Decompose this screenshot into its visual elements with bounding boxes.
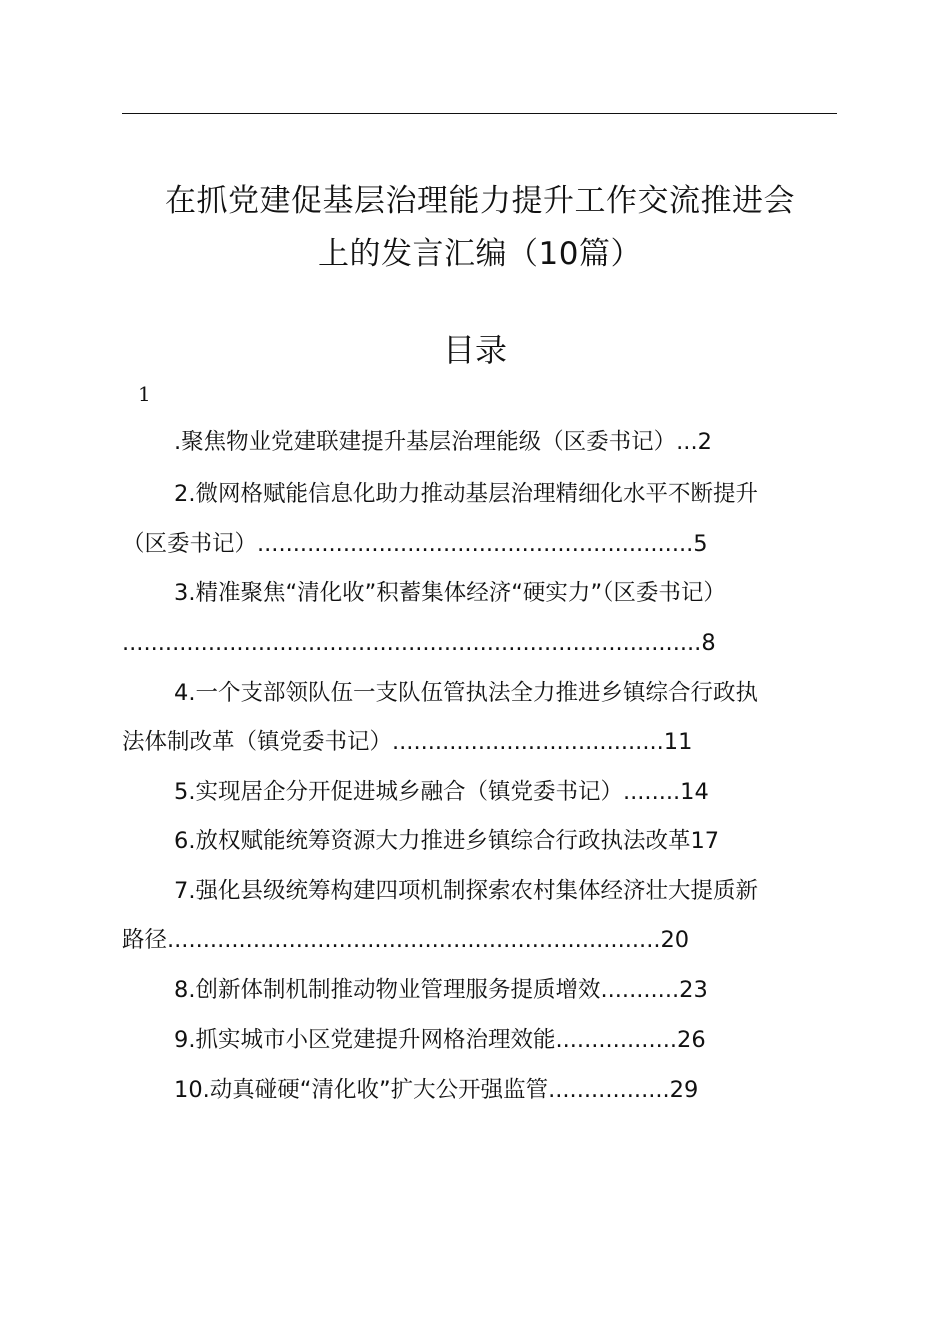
toc-entry-6[interactable]: 6.放权赋能统筹资源大力推进乡镇综合行政执法改革17 <box>174 828 720 854</box>
toc-entry-4-line-1[interactable]: 4.一个支部领队伍一支队伍管执法全力推进乡镇综合行政执 <box>174 680 758 706</box>
toc-entry-7-line-1[interactable]: 7.强化县级统筹构建四项机制探索农村集体经济壮大提质新 <box>174 878 758 904</box>
document-title-line-1: 在抓党建促基层治理能力提升工作交流推进会 <box>165 183 795 219</box>
document-title-line-2: 上的发言汇编（10篇） <box>318 236 642 272</box>
toc-entry-3-line-1[interactable]: 3.精准聚焦“清化收”积蓄集体经济“硬实力”（区委书记） <box>174 580 726 606</box>
toc-entry-2-line-2[interactable]: （区委书记）.............................................................5 <box>122 531 708 557</box>
stray-number: 1 <box>138 382 151 406</box>
toc-entry-3-line-2[interactable]: .................................................................................8 <box>122 630 716 656</box>
toc-entry-2-line-1[interactable]: 2.微网格赋能信息化助力推动基层治理精细化水平不断提升 <box>174 481 758 507</box>
toc-entry-8[interactable]: 8.创新体制机制推动物业管理服务提质增效...........23 <box>174 977 708 1003</box>
toc-entry-7-line-2[interactable]: 路径.....................................................................20 <box>122 927 690 953</box>
header-rule <box>122 113 837 114</box>
toc-entry-5[interactable]: 5.实现居企分开促进城乡融合（镇党委书记）........14 <box>174 779 709 805</box>
toc-entry-10[interactable]: 10.动真碰硬“清化收”扩大公开强监管.................29 <box>174 1077 699 1103</box>
toc-entry-9[interactable]: 9.抓实城市小区党建提升网格治理效能.................26 <box>174 1027 706 1053</box>
toc-heading: 目录 <box>442 331 507 369</box>
toc-entry-1[interactable]: .聚焦物业党建联建提升基层治理能级（区委书记）...2 <box>174 429 712 455</box>
toc-entry-4-line-2[interactable]: 法体制改革（镇党委书记）......................................11 <box>122 729 693 755</box>
